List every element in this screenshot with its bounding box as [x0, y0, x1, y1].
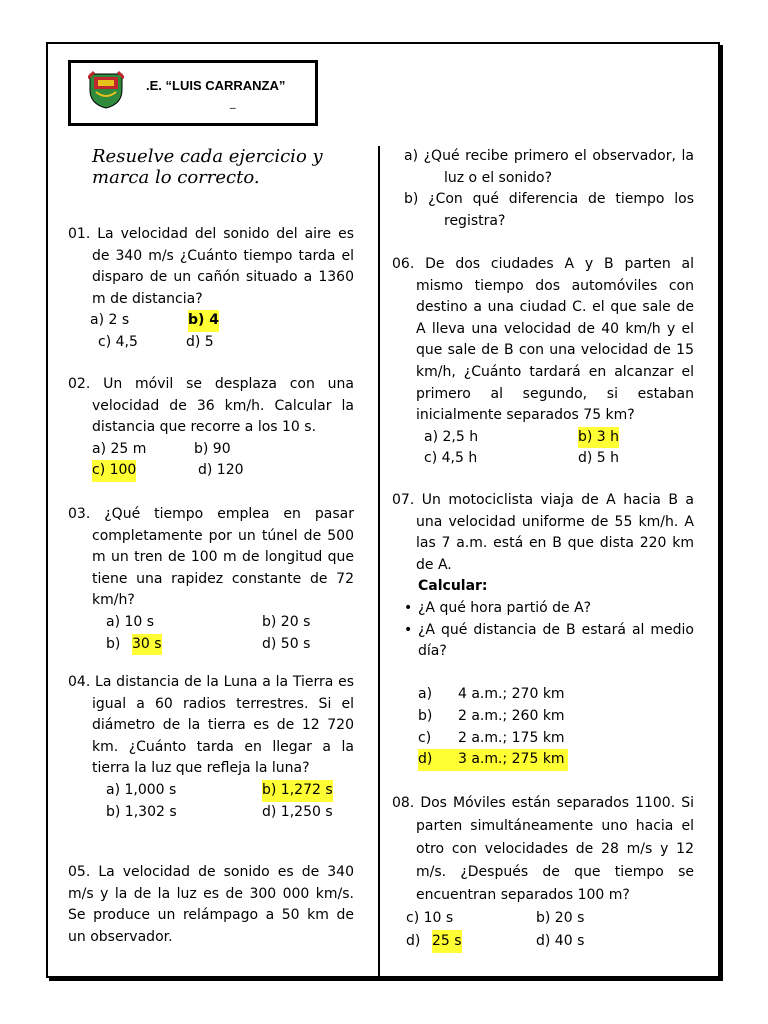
q7-bullet-2: • ¿A qué distancia de B estará al medio día?	[392, 620, 694, 663]
question-4	[68, 672, 354, 823]
question-5-continued	[392, 146, 694, 232]
q4-option-a: a) 1,000 s	[106, 781, 177, 798]
column-divider	[378, 146, 380, 976]
q7-option-a-label: a)	[418, 686, 433, 703]
q7-option-c-label: c)	[418, 729, 432, 746]
q1-option-c: c) 4,5	[98, 333, 138, 350]
q7-option-d-correct: 3 a.m.; 275 km	[458, 749, 565, 771]
question-4-text: 04. La distancia de la Luna a la Tierra es igual a 60 radios terrestres. Si el diámetro de la tierra es de 12 720 km. ¿Cuánto tarda en llegar a la tierra la luz que refleja la luna?	[68, 674, 354, 777]
q7-option-a: 4 a.m.; 270 km	[458, 686, 565, 703]
q8-option-c-label: d)	[406, 933, 421, 949]
q3-option-d: d) 50 s	[262, 635, 311, 652]
q7-option-c: 2 a.m.; 175 km	[458, 729, 565, 746]
question-7-text: 07. Un motociclista viaja de A hacia B a una velocidad uniforme de 55 km/h. A las 7 a.m. está en B que dista 220 km de A.	[392, 492, 694, 573]
q7-option-b-label: b)	[418, 707, 433, 724]
instructions-title: Resuelve cada ejercicio y marca lo correcto.	[92, 146, 323, 188]
question-1-text: 01. La velocidad del sonido del aire es de 340 m/s ¿Cuánto tiempo tarda el disparo de un cañón situado a 1360 m de distancia?	[68, 226, 354, 307]
q5-part-a: a) ¿Qué recibe primero el observador, la luz o el sonido?	[404, 148, 694, 186]
q6-option-c: c) 4,5 h	[424, 450, 478, 467]
q4-option-c: b) 1,302 s	[106, 803, 177, 820]
question-7	[392, 490, 694, 771]
q2-option-b: b) 90	[194, 440, 231, 457]
q2-option-a: a) 25 m	[92, 440, 147, 457]
q8-option-a: c) 10 s	[406, 910, 454, 926]
q5-part-b: b) ¿Con qué diferencia de tiempo los registra?	[404, 191, 694, 229]
q8-option-b: b) 20 s	[536, 910, 585, 926]
question-3	[68, 504, 354, 655]
header-dash: _	[230, 96, 236, 109]
q8-option-d: d) 40 s	[536, 933, 585, 949]
question-3-text: 03. ¿Qué tiempo emplea en pasar completamente por un túnel de 500 m un tren de 100 m de longitud que tiene una rapidez constante de 72 km/h?	[68, 506, 354, 609]
question-2	[68, 374, 354, 482]
question-6	[392, 254, 694, 470]
question-6-text: 06. De dos ciudades A y B parten al mismo tiempo dos automóviles con destino a una ciudad C. el que sale de A lleva una velocidad de 40 km/h y el que sale de B con una velocidad de 15 km/h, ¿Cuánto tardará en alcanzar el primero al segundo, si estaban inicialmente separados 75 km?	[392, 256, 694, 424]
q1-option-d: d) 5	[186, 333, 214, 350]
school-crest-logo	[88, 70, 124, 110]
question-8-text: 08. Dos Móviles están separados 1100. Si parten simultáneamente uno hacia el otro con velocidades de 28 m/s y 12 m/s. ¿Después de que tiempo se encuentran separados 100 m?	[392, 795, 694, 903]
q1-option-b-correct: b) 4	[188, 310, 219, 332]
q3-option-a: a) 10 s	[106, 613, 155, 630]
q7-calcular-label: Calcular:	[418, 578, 488, 595]
q2-option-c-correct: c) 100	[92, 460, 136, 482]
q4-option-d: d) 1,250 s	[262, 803, 333, 820]
q3-option-b: b) 20 s	[262, 613, 311, 630]
question-5	[68, 862, 354, 948]
question-2-text: 02. Un móvil se desplaza con una velocidad de 36 km/h. Calcular la distancia que recorre a los 10 s.	[68, 376, 354, 436]
q4-option-b-correct: b) 1,272 s	[262, 780, 333, 802]
q3-option-c-label: b)	[106, 635, 121, 652]
q8-option-c-correct: 25 s	[432, 930, 462, 953]
q6-option-a: a) 2,5 h	[424, 428, 479, 445]
q7-option-d-label: d)	[418, 749, 568, 771]
q7-bullet-1: • ¿A qué hora partió de A?	[392, 598, 694, 620]
q6-option-b-correct: b) 3 h	[578, 427, 619, 449]
question-8	[392, 792, 694, 953]
q7-option-b: 2 a.m.; 260 km	[458, 707, 565, 724]
question-1	[68, 224, 354, 354]
q3-option-c-correct: 30 s	[132, 634, 162, 656]
q6-option-d: d) 5 h	[578, 450, 620, 467]
school-name: .E. “LUIS CARRANZA”	[146, 78, 286, 93]
q1-option-a: a) 2 s	[90, 312, 130, 329]
q2-option-d: d) 120	[198, 462, 244, 479]
question-5-text: 05. La velocidad de sonido es de 340 m/s y la de la luz es de 300 000 km/s. Se produce un relámpago a 50 km de un observador.	[68, 864, 354, 945]
